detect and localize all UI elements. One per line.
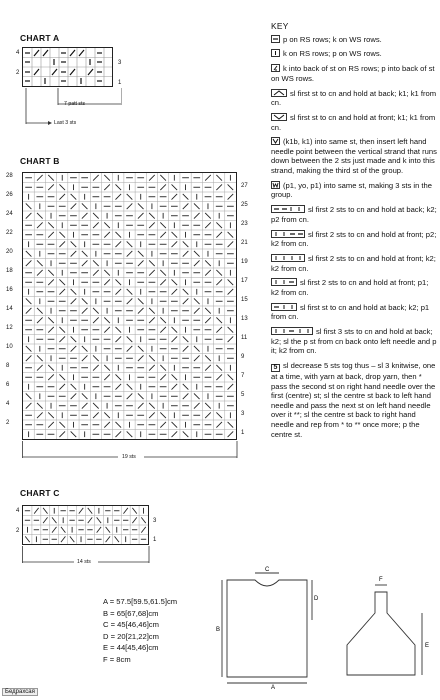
- cable-1-back-k2-symbol-icon: [271, 303, 297, 311]
- key-item-text: p on RS rows; k on WS rows.: [283, 34, 382, 44]
- chart-c-width-label: 14 sts: [77, 559, 91, 565]
- chart-a-title: CHART A: [20, 33, 60, 43]
- knit-symbol-icon: [271, 49, 280, 57]
- chart-a-last-label: Last 3 sts: [54, 120, 77, 126]
- knit-tbl-symbol-icon: [271, 64, 280, 72]
- chart-b-row-label: 26: [6, 192, 13, 198]
- increase-w-symbol-icon: [271, 181, 280, 189]
- chart-b-row-label: 3: [241, 411, 245, 417]
- chart-b-row-label: 23: [241, 221, 248, 227]
- chart-b-row-label: 25: [241, 202, 248, 208]
- key-item-dec5: [271, 361, 437, 439]
- chart-b-row-label: 15: [241, 297, 248, 303]
- decrease-5-symbol-icon: 5: [271, 364, 280, 372]
- chart-b-row-label: 7: [241, 373, 245, 379]
- chart-c-row-label: 1: [153, 537, 157, 543]
- chart-b-row-label: 27: [241, 183, 248, 189]
- chart-b-grid: [22, 172, 237, 440]
- dim-f-label: F: [379, 577, 383, 583]
- dim-e-label: E: [425, 643, 430, 649]
- chart-b-row-label: 5: [241, 392, 245, 398]
- chart-c-row-label: 4: [16, 508, 20, 514]
- chart-b-row-label: 9: [241, 354, 245, 360]
- chart-b-row-label: 4: [6, 401, 10, 407]
- key-item-c3b: [271, 327, 437, 356]
- key-item-text: sl first 3 sts to cn and hold at back; k2; sl the p st from cn back onto left needle and p it; k2 from cn.: [271, 327, 437, 356]
- key-item-c1f: [271, 113, 437, 132]
- key-item-text: sl first 2 sts to cn and hold at back; k2; p2 from cn.: [271, 205, 437, 224]
- chart-b-row-label: 21: [241, 240, 248, 246]
- chart-a-repeat-label: 7 patt sts: [64, 101, 86, 107]
- body-outline: [227, 580, 307, 677]
- chart-c-grid: [22, 505, 149, 545]
- cross-back-symbol-icon: [271, 89, 287, 97]
- chart-b-row-label: 10: [6, 344, 13, 350]
- chart-b-row-label: 11: [241, 335, 248, 341]
- key-item-text: sl decrease 5 sts tog thus – sl 3 knitwise, one at a time, with yarn at back, drop yarn, then * pass the second st on right hand needle over the first (centre) st; sl the centre st back to left hand needle and pass the next st on left hand needle over it **; sl the centre st back to right hand needle and rep from * to ** once more; p the centre st.: [271, 361, 436, 439]
- chart-b-right-rows: [241, 183, 255, 453]
- chart-a-row-label: 1: [118, 80, 122, 86]
- chart-a-grid: [22, 47, 113, 87]
- chart-b-row-label: 14: [6, 306, 13, 312]
- dim-c-label: C: [265, 567, 270, 573]
- dim-a-label: A: [271, 685, 276, 690]
- chart-b-row-label: 2: [6, 420, 10, 426]
- key-title: KEY: [271, 21, 289, 31]
- key-item-text: sl first st to cn and hold at back; k1; k1 from cn.: [271, 88, 437, 108]
- chart-b-row-label: 22: [6, 230, 13, 236]
- chart-c-row-label: 2: [16, 528, 20, 534]
- chart-b-row-label: 16: [6, 287, 13, 293]
- measurement-d: D = 20[21,22]cm: [103, 631, 159, 641]
- chart-b-row-label: 28: [6, 173, 13, 179]
- chart-b-row-label: 8: [6, 363, 10, 369]
- key-item-text: sl first 2 sts to cn and hold at front; p2; k2 from cn.: [271, 229, 437, 249]
- cable-2-front-knit-symbol-icon: [271, 254, 305, 262]
- increase-v-symbol-icon: [271, 137, 280, 145]
- dim-b-label: B: [216, 627, 221, 633]
- chart-b-left-rows: [6, 173, 20, 443]
- measurement-f: F = 8cm: [103, 654, 131, 664]
- cable-3-back-symbol-icon: [271, 327, 313, 335]
- key-item-inc-w: [271, 181, 437, 200]
- chart-b-row-label: 1: [241, 430, 245, 436]
- chart-c-svg: [23, 506, 148, 544]
- chart-c-title: CHART C: [20, 488, 60, 498]
- key-item-text: k on RS rows; p on WS rows.: [283, 49, 382, 59]
- watermark-footer: Бедрахсая: [2, 688, 38, 696]
- sleeve-outline: [347, 592, 415, 675]
- chart-a-row-label: 4: [16, 50, 20, 56]
- key-item-purl: [271, 35, 437, 45]
- chart-c-row-label: 3: [153, 518, 157, 524]
- key-item-c2f-p2: [271, 230, 437, 249]
- chart-b-row-label: 17: [241, 278, 248, 284]
- key-item-c1b-k2: [271, 303, 437, 322]
- measurements-list: [103, 596, 177, 666]
- key-item-text: (p1, yo, p1) into same st, making 3 sts in the group.: [271, 180, 432, 200]
- key-item-text: sl first st to cn and hold at front; k1; k1 from cn.: [271, 112, 436, 132]
- cable-2-front-p1-symbol-icon: [271, 278, 297, 286]
- key-item-text: k into back of st on RS rows; p into back of st on WS rows.: [271, 64, 435, 83]
- chart-b-row-label: 20: [6, 249, 13, 255]
- chart-b-title: CHART B: [20, 156, 60, 166]
- chart-a-svg: [23, 48, 112, 86]
- cable-2-front-purl-symbol-icon: [271, 230, 305, 238]
- chart-b-row-label: 18: [6, 268, 13, 274]
- key-item-inc-v: [271, 137, 437, 175]
- dim-d-label: D: [314, 596, 319, 602]
- chart-b-row-label: 24: [6, 211, 13, 217]
- key-item-c2b-p2: [271, 205, 437, 224]
- key-item-ktbl: [271, 64, 437, 83]
- measurement-b: B = 65[67,68]cm: [103, 608, 159, 618]
- chart-a-row-label: 2: [16, 70, 20, 76]
- key-item-knit: [271, 49, 437, 59]
- measurement-a: A = 57.5[59.5,61.5]cm: [103, 597, 178, 606]
- chart-b-width-label: 19 sts: [122, 454, 136, 460]
- key-item-c1b: [271, 89, 437, 108]
- measurement-e: E = 44[45,46]cm: [103, 643, 159, 653]
- key-item-text: sl first st to cn and hold at back; k2; p1 from cn.: [271, 302, 430, 322]
- chart-b-row-label: 19: [241, 259, 248, 265]
- key-item-c2f-k2: [271, 254, 437, 273]
- cable-2-back-purl-symbol-icon: [271, 205, 305, 213]
- measurement-c: C = 45[46,46]cm: [103, 620, 159, 630]
- chart-b-row-label: 6: [6, 382, 10, 388]
- key-item-c2f-p1: [271, 278, 437, 297]
- chart-a-row-label: 3: [118, 60, 122, 66]
- key-item-text: (k1b, k1) into same st, then insert left hand needle point between the vertical strand that runs down between the 2 sts just made and k into this strand, making the third st of the group.: [271, 137, 437, 176]
- garment-schematic: [215, 565, 437, 690]
- key-item-text: sl first 2 sts to cn and hold at front; k2; k2 from cn.: [271, 253, 436, 273]
- chart-b-row-label: 13: [241, 316, 248, 322]
- chart-b-row-label: 12: [6, 325, 13, 331]
- key-item-text: sl first 2 sts to cn and hold at front; p1; k2 from cn.: [271, 278, 429, 297]
- chart-b-svg: [23, 173, 236, 439]
- cross-front-symbol-icon: [271, 113, 287, 121]
- purl-symbol-icon: [271, 35, 280, 43]
- key-panel: [271, 22, 437, 444]
